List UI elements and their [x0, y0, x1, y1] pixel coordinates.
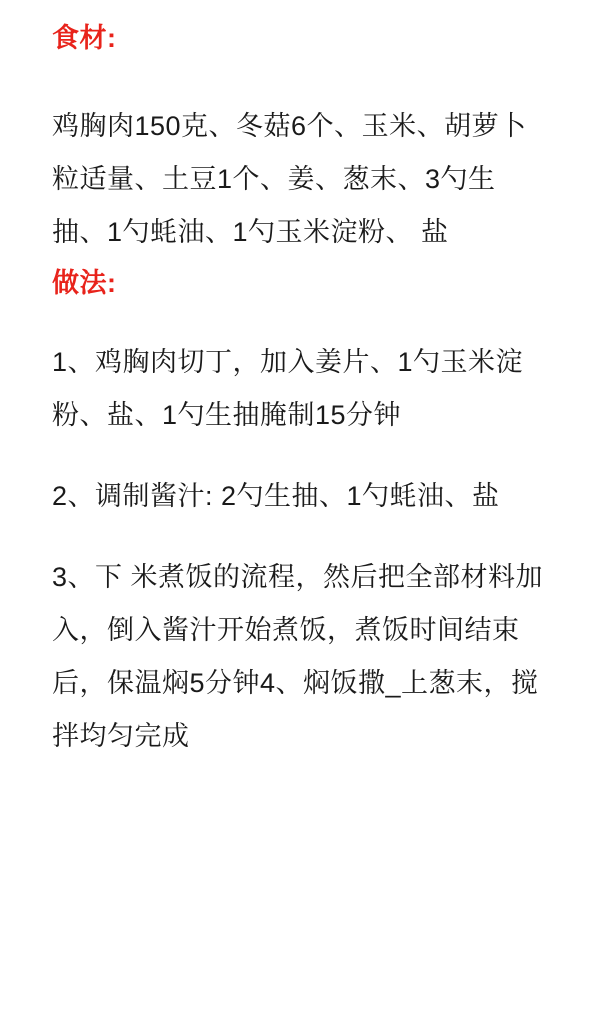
ingredients-text: 鸡胸肉150克、冬菇6个、玉米、胡萝卜粒适量、土豆1个、姜、葱末、3勺生抽、1勺蚝油、1勺玉米淀粉、 盐	[52, 111, 527, 248]
step-item: 3、下 米煮饭的流程，然后把全部材料加入，倒入酱汁开始煮饭，煮饭时间结束后，保温焖5分钟4、焖饭撒_上葱末，搅拌均匀完成	[52, 561, 544, 751]
step-item: 1、鸡胸肉切丁，加入姜片、1勺玉米淀粉、盐、1勺生抽腌制15分钟	[52, 346, 524, 430]
steps-list	[52, 336, 548, 763]
ingredients-heading: 食材:	[52, 23, 117, 53]
step-item: 2、调制酱汁: 2勺生抽、1勺蚝油、盐	[52, 480, 500, 511]
steps-heading: 做法:	[52, 268, 117, 299]
